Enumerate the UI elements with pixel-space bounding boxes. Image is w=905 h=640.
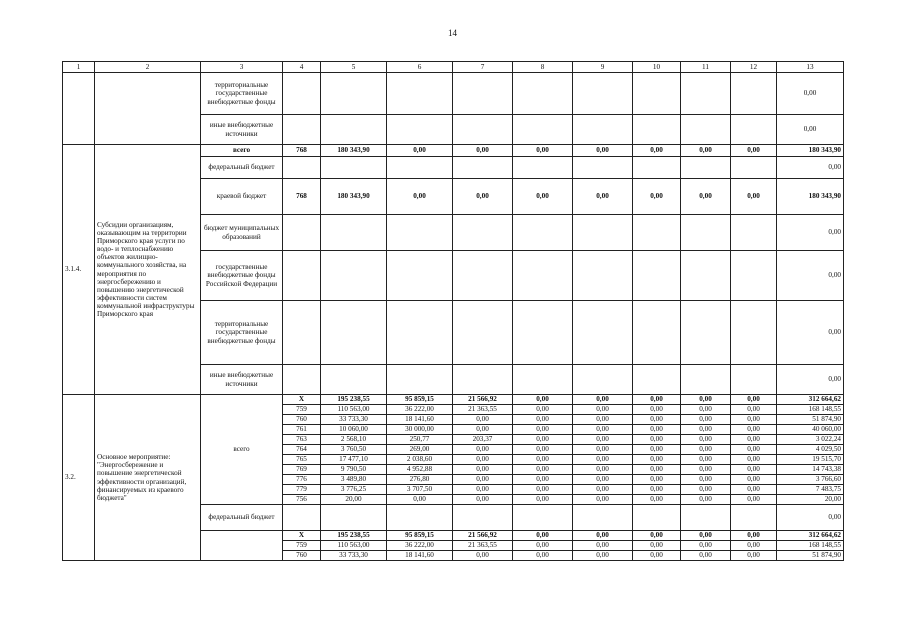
value-cell: 0,00 (681, 551, 731, 561)
code-cell: 763 (283, 435, 321, 445)
value-cell: 3 776,25 (321, 485, 387, 495)
code-cell: 768 (283, 145, 321, 157)
total-value: 20,00 (777, 495, 844, 505)
value-cell (387, 215, 453, 251)
value-cell (321, 301, 387, 365)
value-cell: 95 859,15 (387, 531, 453, 541)
value-cell: 0,00 (731, 415, 777, 425)
value-cell: 276,80 (387, 475, 453, 485)
value-cell: 0,00 (453, 465, 513, 475)
value-cell (321, 157, 387, 179)
section-number: 3.2. (63, 395, 95, 561)
value-cell: 0,00 (573, 395, 633, 405)
value-cell: 0,00 (731, 435, 777, 445)
code-cell: 764 (283, 445, 321, 455)
value-cell: 10 060,00 (321, 425, 387, 435)
col-number: 13 (777, 62, 844, 73)
value-cell: 4 952,88 (387, 465, 453, 475)
table-row (63, 145, 844, 157)
value-cell: 17 477,10 (321, 455, 387, 465)
col-number: 10 (633, 62, 681, 73)
value-cell (513, 157, 573, 179)
value-cell: 0,00 (453, 551, 513, 561)
total-value: 4 029,50 (777, 445, 844, 455)
value-cell (731, 365, 777, 395)
value-cell (513, 251, 573, 301)
value-cell: 0,00 (573, 475, 633, 485)
total-value: 312 664,62 (777, 531, 844, 541)
col-number: 4 (283, 62, 321, 73)
value-cell: 0,00 (573, 415, 633, 425)
total-value: 312 664,62 (777, 395, 844, 405)
value-cell: 195 238,55 (321, 395, 387, 405)
value-cell (453, 365, 513, 395)
value-cell (513, 301, 573, 365)
total-value: 7 483,75 (777, 485, 844, 495)
value-cell: 0,00 (453, 495, 513, 505)
value-cell: 36 222,00 (387, 541, 453, 551)
value-cell: 0,00 (633, 485, 681, 495)
code-cell (283, 301, 321, 365)
value-cell: 0,00 (453, 425, 513, 435)
value-cell: 3 489,80 (321, 475, 387, 485)
value-cell (513, 365, 573, 395)
page-number: 14 (448, 28, 457, 38)
code-cell: 760 (283, 551, 321, 561)
value-cell: 0,00 (731, 551, 777, 561)
value-cell (633, 251, 681, 301)
source-label: всего (201, 395, 283, 505)
value-cell (453, 251, 513, 301)
value-cell (513, 215, 573, 251)
value-cell: 203,37 (453, 435, 513, 445)
value-cell: 0,00 (633, 465, 681, 475)
total-value: 0,00 (777, 215, 844, 251)
value-cell: 0,00 (513, 465, 573, 475)
value-cell: 250,77 (387, 435, 453, 445)
value-cell: 0,00 (573, 551, 633, 561)
value-cell: 0,00 (573, 435, 633, 445)
value-cell: 0,00 (633, 179, 681, 215)
value-cell: 2 568,10 (321, 435, 387, 445)
value-cell: 0,00 (731, 531, 777, 541)
section-description: Основное мероприятие: "Энергосбережение и повышение энергетической эффективности организаций, финансируемых из краевого бюджета" (95, 395, 201, 561)
value-cell: 0,00 (731, 485, 777, 495)
value-cell: 33 733,30 (321, 551, 387, 561)
value-cell: 0,00 (633, 395, 681, 405)
total-value: 0,00 (777, 365, 844, 395)
col-number: 12 (731, 62, 777, 73)
value-cell: 0,00 (731, 541, 777, 551)
value-cell (387, 157, 453, 179)
value-cell: 0,00 (731, 465, 777, 475)
col-number: 3 (201, 62, 283, 73)
col-number: 11 (681, 62, 731, 73)
value-cell (573, 365, 633, 395)
section-description: Субсидии организациям, оказывающим на территории Приморского края услуги по водо- и теплоснабжению объектов жилищно-коммунального хозяйства, на мероприятия по энергосбережению и повышению энергетической эффективности систем коммунальной инфраструктуры Приморского края (95, 145, 201, 395)
value-cell: 0,00 (573, 485, 633, 495)
value-cell: 0,00 (731, 179, 777, 215)
value-cell: 0,00 (513, 395, 573, 405)
value-cell: 0,00 (573, 405, 633, 415)
value-cell: 0,00 (731, 445, 777, 455)
value-cell (681, 301, 731, 365)
value-cell: 0,00 (681, 455, 731, 465)
source-label: территориальные государственные внебюджетные фонды (201, 73, 283, 115)
total-value: 19 515,70 (777, 455, 844, 465)
source-label: федеральный бюджет (201, 157, 283, 179)
value-cell: 0,00 (681, 425, 731, 435)
value-cell (633, 365, 681, 395)
value-cell: 0,00 (633, 531, 681, 541)
total-value: 3 022,24 (777, 435, 844, 445)
total-value: 180 343,90 (777, 179, 844, 215)
source-label: иные внебюджетные источники (201, 115, 283, 145)
value-cell: 21 566,92 (453, 395, 513, 405)
total-value: 40 060,00 (777, 425, 844, 435)
value-cell: 0,00 (633, 145, 681, 157)
col-number: 5 (321, 62, 387, 73)
code-cell: 756 (283, 495, 321, 505)
value-cell (321, 251, 387, 301)
value-cell (573, 215, 633, 251)
value-cell (453, 215, 513, 251)
value-cell: 0,00 (681, 435, 731, 445)
code-cell: 776 (283, 475, 321, 485)
code-cell: 760 (283, 415, 321, 425)
value-cell: 2 038,60 (387, 455, 453, 465)
value-cell: 0,00 (633, 445, 681, 455)
value-cell: 0,00 (681, 445, 731, 455)
value-cell: 0,00 (681, 465, 731, 475)
value-cell (731, 157, 777, 179)
value-cell: 0,00 (731, 495, 777, 505)
value-cell: 0,00 (573, 465, 633, 475)
value-cell (731, 215, 777, 251)
source-label (201, 531, 283, 561)
total-value: 180 343,90 (777, 145, 844, 157)
col-number: 6 (387, 62, 453, 73)
value-cell: 0,00 (513, 531, 573, 541)
value-cell: 0,00 (633, 551, 681, 561)
value-cell: 0,00 (453, 455, 513, 465)
code-cell: 765 (283, 455, 321, 465)
value-cell: 0,00 (573, 531, 633, 541)
value-cell: 0,00 (513, 485, 573, 495)
total-value: 0,00 (777, 505, 844, 531)
total-value: 0,00 (777, 115, 844, 145)
total-value: 168 148,55 (777, 541, 844, 551)
total-value: 3 766,60 (777, 475, 844, 485)
value-cell: 0,00 (681, 495, 731, 505)
value-cell: 0,00 (731, 145, 777, 157)
code-cell (283, 215, 321, 251)
value-cell: 0,00 (513, 425, 573, 435)
value-cell: 0,00 (731, 425, 777, 435)
section-number: 3.1.4. (63, 145, 95, 395)
value-cell: 269,00 (387, 445, 453, 455)
value-cell (453, 301, 513, 365)
value-cell: 0,00 (633, 495, 681, 505)
col-number: 8 (513, 62, 573, 73)
code-cell (283, 365, 321, 395)
value-cell: 0,00 (387, 495, 453, 505)
value-cell: 0,00 (573, 445, 633, 455)
value-cell: 0,00 (633, 475, 681, 485)
value-cell: 0,00 (573, 425, 633, 435)
value-cell: 0,00 (681, 541, 731, 551)
empty-cell (63, 73, 95, 145)
value-cell: 0,00 (681, 395, 731, 405)
total-value: 14 743,38 (777, 465, 844, 475)
total-value: 0,00 (777, 251, 844, 301)
value-cell (387, 365, 453, 395)
value-cell (453, 157, 513, 179)
value-cell: 3 760,50 (321, 445, 387, 455)
total-value: 0,00 (777, 73, 844, 115)
total-value: 0,00 (777, 301, 844, 365)
value-cell: 110 563,00 (321, 541, 387, 551)
code-cell: X (283, 531, 321, 541)
value-cell (731, 301, 777, 365)
col-number: 9 (573, 62, 633, 73)
value-cell: 0,00 (453, 415, 513, 425)
code-cell (283, 157, 321, 179)
value-cell: 0,00 (633, 405, 681, 415)
empty-cell (95, 73, 201, 145)
value-cell: 18 141,60 (387, 551, 453, 561)
value-cell: 0,00 (633, 541, 681, 551)
value-cell: 0,00 (681, 179, 731, 215)
value-cell: 3 707,50 (387, 485, 453, 495)
value-cell (731, 251, 777, 301)
value-cell: 0,00 (681, 485, 731, 495)
source-label: всего (201, 145, 283, 157)
value-cell: 20,00 (321, 495, 387, 505)
value-cell: 0,00 (513, 405, 573, 415)
total-value: 51 874,90 (777, 551, 844, 561)
source-label: федеральный бюджет (201, 505, 283, 531)
value-cell: 0,00 (633, 425, 681, 435)
value-cell (573, 251, 633, 301)
value-cell (387, 301, 453, 365)
value-cell: 0,00 (681, 475, 731, 485)
value-cell: 0,00 (513, 445, 573, 455)
value-cell: 0,00 (513, 495, 573, 505)
table-row (63, 395, 844, 405)
code-cell: 779 (283, 485, 321, 495)
code-cell: 761 (283, 425, 321, 435)
value-cell (633, 215, 681, 251)
value-cell (681, 157, 731, 179)
value-cell: 0,00 (513, 455, 573, 465)
value-cell: 110 563,00 (321, 405, 387, 415)
value-cell: 0,00 (573, 541, 633, 551)
value-cell: 0,00 (513, 415, 573, 425)
value-cell (573, 157, 633, 179)
value-cell: 0,00 (681, 415, 731, 425)
col-number: 2 (95, 62, 201, 73)
value-cell: 0,00 (681, 531, 731, 541)
value-cell: 0,00 (681, 405, 731, 415)
value-cell: 95 859,15 (387, 395, 453, 405)
value-cell (633, 301, 681, 365)
value-cell: 21 363,55 (453, 405, 513, 415)
total-value: 168 148,55 (777, 405, 844, 415)
code-cell: 769 (283, 465, 321, 475)
source-label: краевой бюджет (201, 179, 283, 215)
source-label: бюджет муниципальных образований (201, 215, 283, 251)
value-cell: 0,00 (633, 435, 681, 445)
value-cell: 180 343,90 (321, 179, 387, 215)
value-cell: 0,00 (513, 475, 573, 485)
value-cell: 0,00 (633, 415, 681, 425)
value-cell: 33 733,30 (321, 415, 387, 425)
value-cell: 180 343,90 (321, 145, 387, 157)
source-label: иные внебюджетные источники (201, 365, 283, 395)
value-cell: 0,00 (731, 405, 777, 415)
value-cell (387, 251, 453, 301)
col-number: 7 (453, 62, 513, 73)
code-cell: X (283, 395, 321, 405)
value-cell: 0,00 (513, 435, 573, 445)
value-cell: 0,00 (453, 445, 513, 455)
value-cell: 0,00 (681, 145, 731, 157)
value-cell (681, 215, 731, 251)
value-cell: 0,00 (453, 485, 513, 495)
value-cell: 0,00 (453, 145, 513, 157)
value-cell: 18 141,60 (387, 415, 453, 425)
code-cell: 768 (283, 179, 321, 215)
source-label: государственные внебюджетные фонды Российской Федерации (201, 251, 283, 301)
code-cell (283, 251, 321, 301)
value-cell: 36 222,00 (387, 405, 453, 415)
column-number-row (63, 62, 844, 73)
value-cell: 0,00 (387, 145, 453, 157)
value-cell: 195 238,55 (321, 531, 387, 541)
budget-table (62, 61, 844, 561)
value-cell: 30 000,00 (387, 425, 453, 435)
value-cell: 0,00 (731, 395, 777, 405)
value-cell: 0,00 (633, 455, 681, 465)
value-cell: 21 363,55 (453, 541, 513, 551)
total-value: 0,00 (777, 157, 844, 179)
value-cell: 0,00 (513, 541, 573, 551)
value-cell: 0,00 (513, 179, 573, 215)
value-cell (321, 365, 387, 395)
value-cell: 0,00 (453, 475, 513, 485)
value-cell: 21 566,92 (453, 531, 513, 541)
value-cell (681, 365, 731, 395)
value-cell (633, 157, 681, 179)
value-cell: 0,00 (453, 179, 513, 215)
value-cell (321, 215, 387, 251)
value-cell: 0,00 (387, 179, 453, 215)
value-cell: 0,00 (573, 495, 633, 505)
value-cell: 0,00 (573, 455, 633, 465)
value-cell: 9 790,50 (321, 465, 387, 475)
value-cell (573, 301, 633, 365)
value-cell (681, 251, 731, 301)
value-cell: 0,00 (573, 179, 633, 215)
col-number: 1 (63, 62, 95, 73)
value-cell: 0,00 (513, 551, 573, 561)
value-cell: 0,00 (731, 475, 777, 485)
total-value: 51 874,90 (777, 415, 844, 425)
code-cell: 759 (283, 541, 321, 551)
code-cell: 759 (283, 405, 321, 415)
source-label: территориальные государственные внебюджетные фонды (201, 301, 283, 365)
value-cell: 0,00 (573, 145, 633, 157)
table-row (63, 73, 844, 115)
value-cell: 0,00 (513, 145, 573, 157)
value-cell: 0,00 (731, 455, 777, 465)
